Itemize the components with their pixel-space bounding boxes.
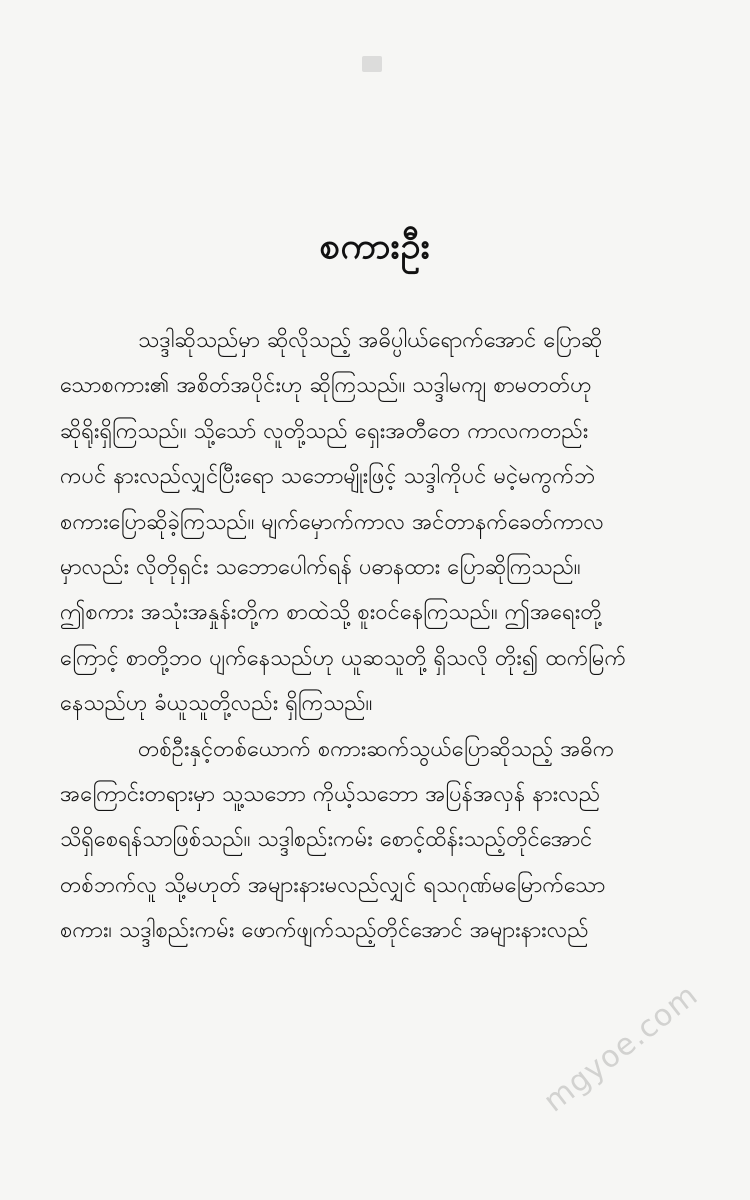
text-line: သောစကား၏ အစိတ်အပိုင်းဟု ဆိုကြသည်။ သဒ္ဒါမကျ စာမတတ်ဟု (60, 373, 592, 399)
text-line: သိရှိစေရန်သာဖြစ်သည်။ သဒ္ဒါစည်းကမ်း စောင့်ထိန်းသည့်တိုင်အောင် (60, 827, 593, 853)
paragraph-2 (60, 727, 700, 954)
text-line: ဤစကား အသုံးအနှုန်းတို့က စာထဲသို့ စူးဝင်နေကြသည်။ ဤအရေးတို့ (60, 600, 602, 626)
text-line: တစ်ဘက်လူ သို့မဟုတ် အများနားမလည်လျှင် ရသဂုဏ်မမြောက်သော (60, 872, 606, 898)
text-line: အကြောင်းတရားမှာ သူ့သဘော ကိုယ့်သဘော အပြန်အလှန် နားလည် (60, 782, 601, 808)
paragraph-1 (60, 318, 700, 727)
site-watermark: mgyoe.com (537, 977, 705, 1120)
text-line: ဆိုရိုးရှိကြသည်။ သို့သော် လူတို့သည် ရှေးအတီတေ ကာလကတည်း (60, 418, 589, 444)
page-title: စကားဦး (319, 226, 431, 267)
text-line: နေသည်ဟု ခံယူသူတို့လည်း ရှိကြသည်။ (60, 691, 373, 717)
text-line: စကား၊ သဒ္ဒါစည်းကမ်း ဖောက်ဖျက်သည့်တိုင်အောင် အများနားလည် (60, 918, 589, 944)
text-line: ကပင် နားလည်လျှင်ပြီးရော သဘောမျိုးဖြင့် သဒ္ဒါကိုပင် မငဲ့မကွက်ဘဲ (60, 464, 596, 490)
page-number-mark (362, 56, 382, 72)
body-text (60, 318, 700, 954)
text-line: ကြောင့် စာတို့ဘဝ ပျက်နေသည်ဟု ယူဆသူတို့ ရှိသလို တိုး၍ ထက်မြက် (60, 645, 627, 671)
text-line: သဒ္ဒါဆိုသည်မှာ ဆိုလိုသည့် အဓိပ္ပါယ်ရောက်အောင် ပြောဆို (138, 328, 603, 353)
text-line: မှာလည်း လိုတိုရှင်း သဘောပေါက်ရန် ပဓာနထား ပြောဆိုကြသည်။ (60, 555, 581, 581)
text-line: တစ်ဦးနှင့်တစ်ယောက် စကားဆက်သွယ်ပြောဆိုသည့် အဓိက (138, 736, 615, 762)
text-line: စကားပြောဆိုခဲ့ကြသည်။ မျက်မှောက်ကာလ အင်တာနက်ခေတ်ကာလ (60, 509, 604, 535)
